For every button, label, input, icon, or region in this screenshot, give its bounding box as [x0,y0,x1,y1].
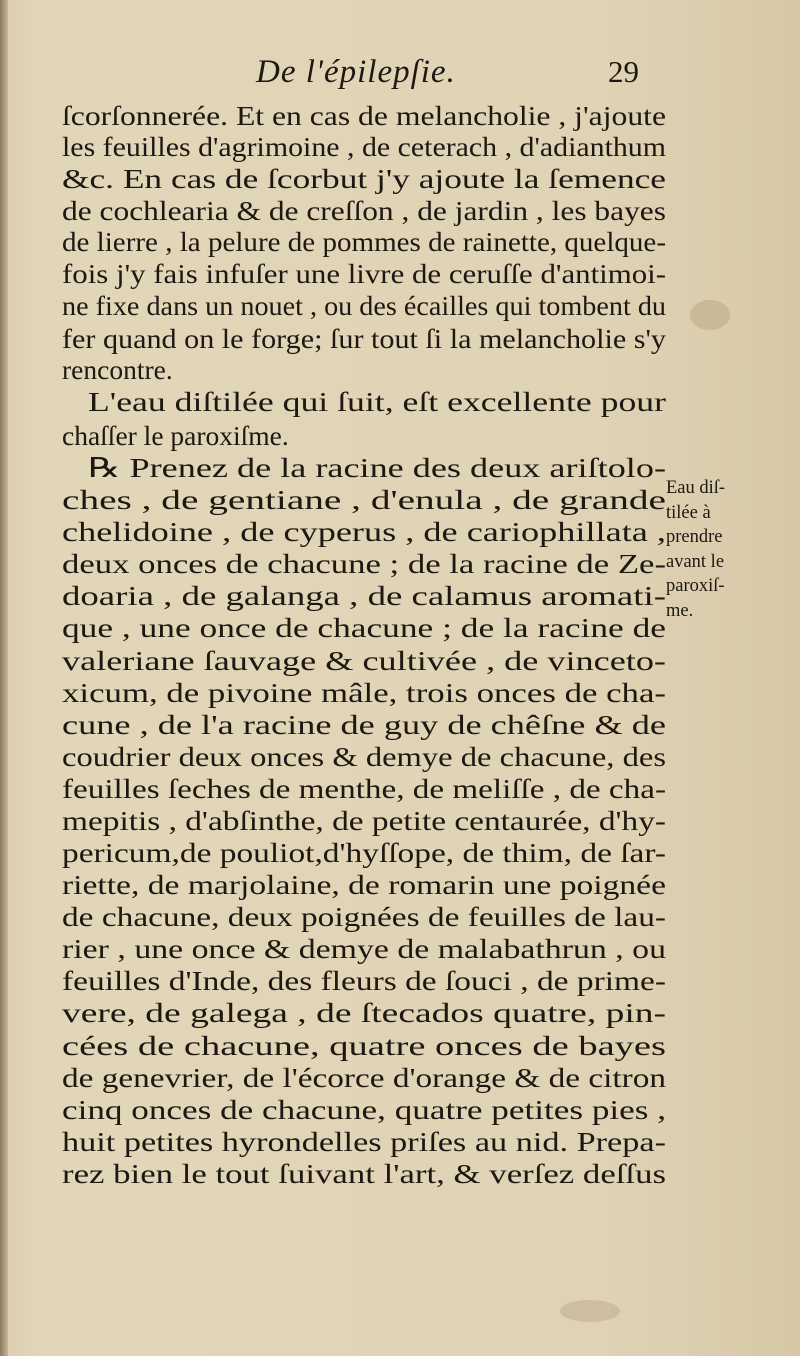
text-line [62,772,666,806]
text-line-content: rencontre. [62,354,173,385]
text-line-content: fois j'y fais infuſer une livre de ceruſſe d'antimoi- [62,258,666,289]
text-line-content: de chacune, deux poignées de feuilles de lau- [62,901,666,932]
margin-note-line: tilée à [666,502,711,523]
text-line [62,836,666,870]
text-line [62,708,666,742]
text-line [62,162,666,196]
margin-note-line: paroxiſ- [666,576,725,596]
text-line-content: les feuilles d'agrimoine , de ceterach , d'adianthum [62,131,666,162]
margin-note-line: Eau diſ- [666,478,726,498]
text-line-content: deux onces de chacune ; de la racine de Ze- [62,548,666,579]
text-line [62,1093,666,1127]
text-line-content: xicum, de pivoine mâle, trois onces de cha- [62,677,666,708]
text-line-content: valeriane ſauvage & cultivée , de vinceto- [62,645,666,676]
text-line-content: ne fixe dans un nouet , ou des écailles qui tombent du [62,290,666,321]
text-line [62,483,666,517]
text-line-content: rez bien le tout ſuivant l'art, & verſez deſſus [62,1158,666,1189]
text-line-content: feuilles ſeches de menthe, de meliſſe , de cha- [62,773,666,804]
text-line [62,932,666,966]
text-line-content: ches , de gentiane , d'enula , de grande [62,484,666,515]
text-line [62,1157,666,1191]
text-line-content: ſcorſonnerée. Et en cas de melancholie , j'ajoute [62,100,666,131]
margin-note-line: me. [666,600,694,621]
text-line [62,353,173,387]
text-line [62,322,666,356]
text-line-content: vere, de galega , de ſtecados quatre, pin- [62,997,666,1028]
text-line [62,1061,666,1095]
text-line-content: mepitis , d'abſinthe, de petite centaurée, d'hy- [62,805,666,836]
text-line [62,579,666,613]
text-line-content: de lierre , la pelure de pommes de rainette, quelque- [62,226,666,257]
text-line-content: &c. En cas de ſcorbut j'y ajoute la ſemence [62,163,666,194]
text-line-content: que , une once de chacune ; de la racine de [62,612,666,643]
text-line [62,1029,666,1063]
text-line [62,547,666,581]
text-line [62,644,666,678]
text-line-content: rier , une once & demye de malabathrun , ou [62,933,666,964]
text-line [62,964,666,998]
text-line-content: coudrier deux onces & demye de chacune, des [62,741,666,772]
text-line [62,611,666,645]
text-line [88,385,666,419]
text-line-content: feuilles d'Inde, des fleurs de ſouci , de prime- [62,965,666,996]
text-line [88,451,666,485]
text-line [62,225,666,259]
text-line [62,740,666,774]
text-line-content: L'eau diſtilée qui ſuit, eſt excellente pour [88,386,666,417]
margin-note-line: avant le [666,551,725,572]
text-line-content: doaria , de galanga , de calamus aromati- [62,580,666,611]
text-line [62,804,666,838]
text-line-content: cune , de l'a racine de guy de chêſne & de [62,709,666,740]
text-line [62,194,666,228]
text-line [62,1125,666,1159]
text-line-content: de genevrier, de l'écorce d'orange & de citron [62,1062,666,1093]
text-line [62,99,666,133]
text-line [62,676,666,710]
text-line-content: fer quand on le forge; ſur tout ſi la melancholie s'y [62,323,666,354]
text-line-content: pericum,de pouliot,d'hyſſope, de thim, de ſar- [62,837,666,868]
text-line-content: cées de chacune, quatre onces de bayes [62,1030,666,1061]
text-line [62,515,666,549]
text-line-content: huit petites hyrondelles priſes au nid. Prepa- [62,1126,666,1157]
text-line-content: chelidoine , de cyperus , de cariophillata , [62,516,666,547]
text-line [62,257,666,291]
text-line-content: riette, de marjolaine, de romarin une poignée [62,869,666,900]
running-title: De l'épilepſie. [256,54,456,90]
text-line [62,900,666,934]
text-line [62,419,289,453]
page-number: 29 [608,54,639,89]
text-line [62,289,666,323]
text-line [62,996,666,1030]
text-line-content: cinq onces de chacune, quatre petites pies , [62,1094,666,1125]
text-line-content: ℞ Prenez de la racine des deux ariſtolo- [88,452,666,483]
text-line-content: de cochlearia & de creſſon , de jardin , les bayes [62,195,666,226]
text-line [62,130,666,164]
margin-note-line: prendre [666,527,723,547]
text-line-content: chaſſer le paroxiſme. [62,420,289,451]
text-line [62,868,666,902]
